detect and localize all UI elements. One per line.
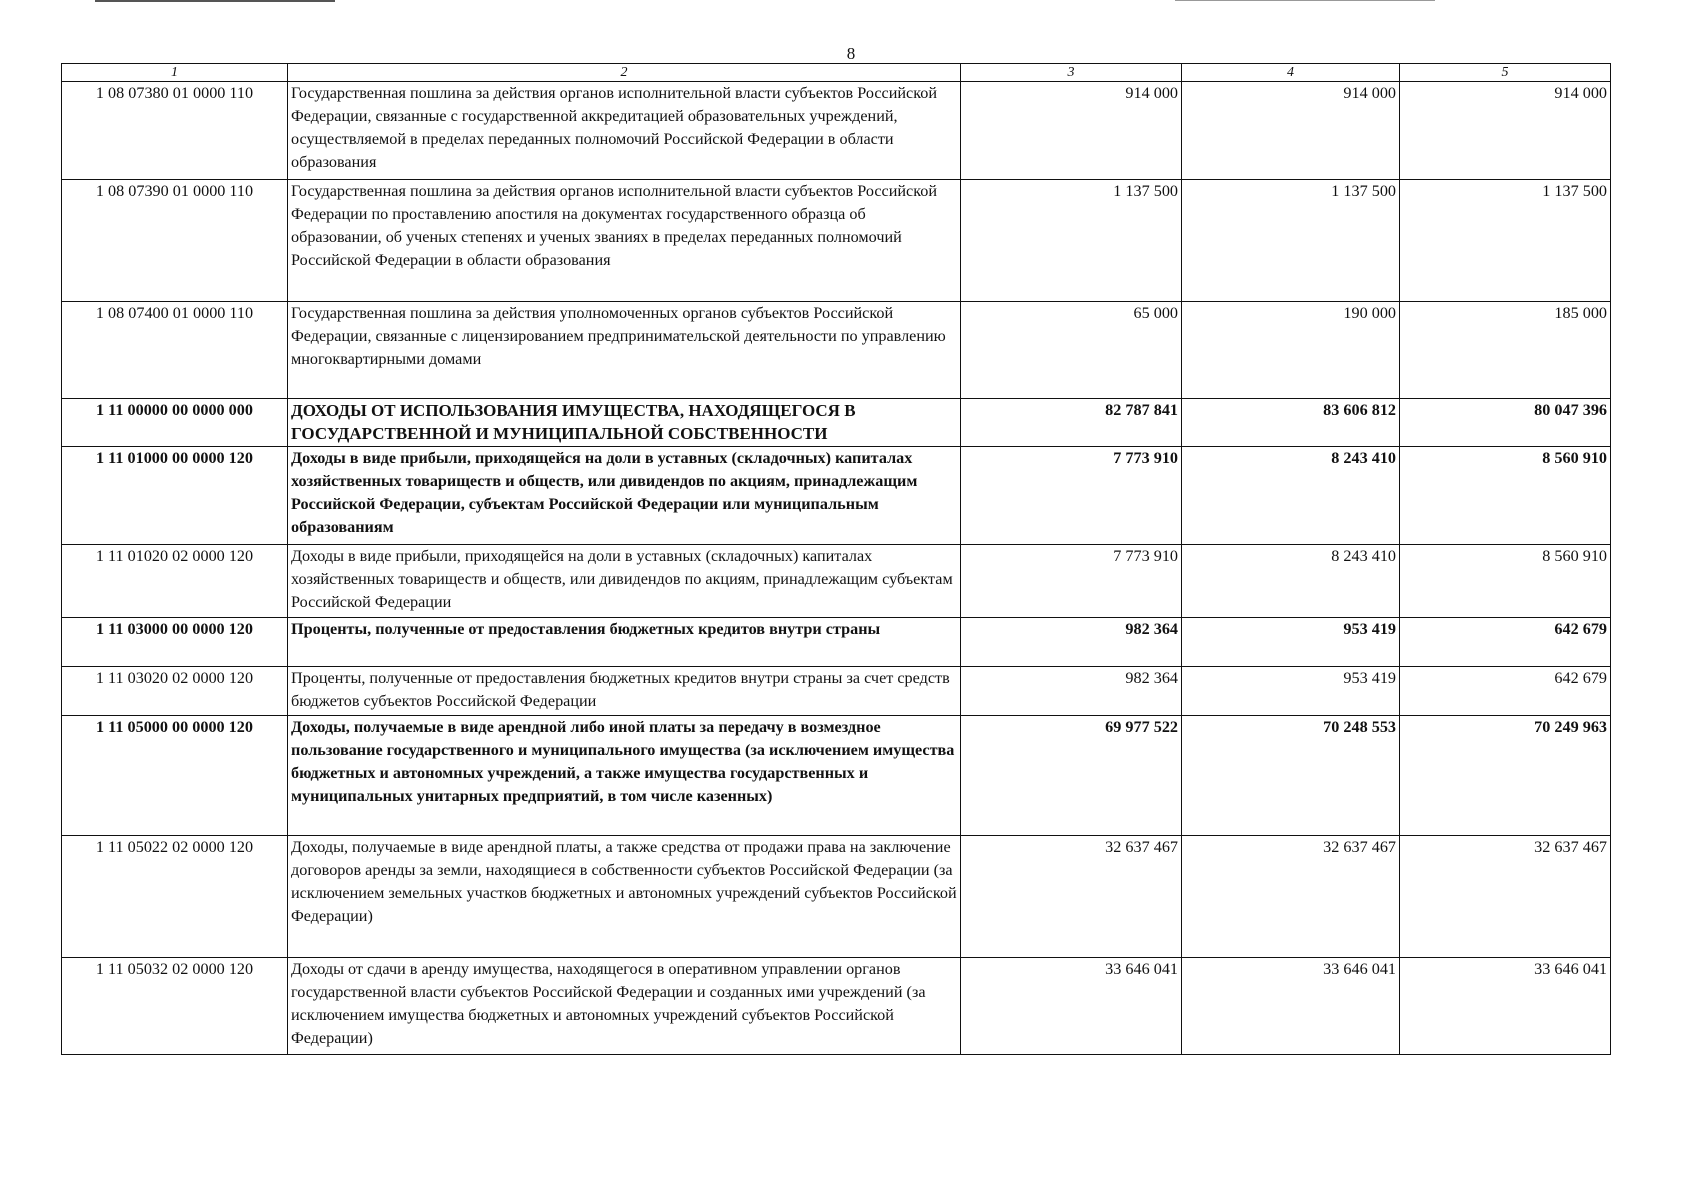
value-col-3: 7 773 910 xyxy=(961,447,1182,545)
scan-artifact-line xyxy=(95,0,335,2)
value-col-5: 914 000 xyxy=(1400,82,1611,180)
column-header: 5 xyxy=(1400,64,1611,82)
value-col-4: 953 419 xyxy=(1182,667,1400,716)
budget-code: 1 08 07380 01 0000 110 xyxy=(62,82,288,180)
table-header-row xyxy=(62,64,1611,82)
value-col-3: 82 787 841 xyxy=(961,399,1182,447)
table-row xyxy=(62,545,1611,618)
income-name: Проценты, полученные от предоставления бюджетных кредитов внутри страны за счет средств бюджетов субъектов Российской Федерации xyxy=(288,667,961,716)
column-header: 2 xyxy=(288,64,961,82)
value-col-5: 642 679 xyxy=(1400,667,1611,716)
table-row xyxy=(62,447,1611,545)
income-name: ДОХОДЫ ОТ ИСПОЛЬЗОВАНИЯ ИМУЩЕСТВА, НАХОДЯЩЕГОСЯ В ГОСУДАРСТВЕННОЙ И МУНИЦИПАЛЬНОЙ СОБСТВЕННОСТИ xyxy=(288,399,961,447)
budget-code: 1 11 05022 02 0000 120 xyxy=(62,836,288,958)
income-name: Государственная пошлина за действия органов исполнительной власти субъектов Российской Федерации, связанные с государственной аккредитацией образовательных учреждений, осуществляемой в пределах переданных полномочий Российской Федерации в области образования xyxy=(288,82,961,180)
table-row xyxy=(62,82,1611,180)
table-row xyxy=(62,399,1611,447)
budget-code: 1 08 07400 01 0000 110 xyxy=(62,302,288,399)
table-row xyxy=(62,836,1611,958)
value-col-3: 7 773 910 xyxy=(961,545,1182,618)
revenue-table xyxy=(61,63,1611,1055)
income-name: Доходы в виде прибыли, приходящейся на доли в уставных (складочных) капиталах хозяйственных товариществ и обществ, или дивидендов по акциям, принадлежащим субъектам Российской Федерации xyxy=(288,545,961,618)
income-name: Доходы от сдачи в аренду имущества, находящегося в оперативном управлении органов государственной власти субъектов Российской Федерации и созданных ими учреждений (за исключением имущества бюджетных и автономных учреждений субъектов Российской Федерации) xyxy=(288,958,961,1055)
value-col-5: 33 646 041 xyxy=(1400,958,1611,1055)
value-col-5: 642 679 xyxy=(1400,618,1611,667)
budget-code: 1 11 05000 00 0000 120 xyxy=(62,716,288,836)
income-name: Доходы в виде прибыли, приходящейся на доли в уставных (складочных) капиталах хозяйственных товариществ и обществ, или дивидендов по акциям, принадлежащим Российской Федерации, субъектам Российской Федерации или муниципальным образованиям xyxy=(288,447,961,545)
scan-artifact-line xyxy=(1175,0,1435,1)
income-name: Государственная пошлина за действия органов исполнительной власти субъектов Российской Федерации по проставлению апостиля на документах государственного образца об образовании, об ученых степенях и ученых званиях в пределах переданных полномочий Российской Федерации в области образования xyxy=(288,180,961,302)
value-col-3: 914 000 xyxy=(961,82,1182,180)
budget-code: 1 11 01000 00 0000 120 xyxy=(62,447,288,545)
value-col-3: 982 364 xyxy=(961,667,1182,716)
table-row xyxy=(62,716,1611,836)
column-header: 3 xyxy=(961,64,1182,82)
column-header: 1 xyxy=(62,64,288,82)
table-row xyxy=(62,667,1611,716)
value-col-4: 8 243 410 xyxy=(1182,545,1400,618)
value-col-5: 185 000 xyxy=(1400,302,1611,399)
column-header: 4 xyxy=(1182,64,1400,82)
value-col-5: 32 637 467 xyxy=(1400,836,1611,958)
table-row xyxy=(62,180,1611,302)
value-col-3: 69 977 522 xyxy=(961,716,1182,836)
value-col-3: 982 364 xyxy=(961,618,1182,667)
value-col-4: 83 606 812 xyxy=(1182,399,1400,447)
value-col-4: 953 419 xyxy=(1182,618,1400,667)
income-name: Государственная пошлина за действия уполномоченных органов субъектов Российской Федерации, связанные с лицензированием предпринимательской деятельности по управлению многоквартирными домами xyxy=(288,302,961,399)
value-col-3: 33 646 041 xyxy=(961,958,1182,1055)
value-col-5: 80 047 396 xyxy=(1400,399,1611,447)
budget-code: 1 11 03000 00 0000 120 xyxy=(62,618,288,667)
value-col-5: 8 560 910 xyxy=(1400,545,1611,618)
value-col-5: 1 137 500 xyxy=(1400,180,1611,302)
budget-code: 1 11 05032 02 0000 120 xyxy=(62,958,288,1055)
value-col-4: 1 137 500 xyxy=(1182,180,1400,302)
income-name: Доходы, получаемые в виде арендной платы, а также средства от продажи права на заключение договоров аренды за земли, находящиеся в собственности субъектов Российской Федерации (за исключением земельных участков бюджетных и автономных учреждений субъектов Российской Федерации) xyxy=(288,836,961,958)
budget-code: 1 11 03020 02 0000 120 xyxy=(62,667,288,716)
value-col-4: 8 243 410 xyxy=(1182,447,1400,545)
value-col-4: 70 248 553 xyxy=(1182,716,1400,836)
budget-code: 1 11 00000 00 0000 000 xyxy=(62,399,288,447)
value-col-4: 190 000 xyxy=(1182,302,1400,399)
value-col-5: 8 560 910 xyxy=(1400,447,1611,545)
income-name: Проценты, полученные от предоставления бюджетных кредитов внутри страны xyxy=(288,618,961,667)
income-name: Доходы, получаемые в виде арендной либо иной платы за передачу в возмездное пользование государственного и муниципального имущества (за исключением имущества бюджетных и автономных учреждений, а также имущества государственных и муниципальных унитарных предприятий, в том числе казенных) xyxy=(288,716,961,836)
value-col-3: 65 000 xyxy=(961,302,1182,399)
budget-code: 1 11 01020 02 0000 120 xyxy=(62,545,288,618)
budget-code: 1 08 07390 01 0000 110 xyxy=(62,180,288,302)
table-row xyxy=(62,958,1611,1055)
table-row xyxy=(62,618,1611,667)
value-col-5: 70 249 963 xyxy=(1400,716,1611,836)
value-col-4: 32 637 467 xyxy=(1182,836,1400,958)
value-col-3: 1 137 500 xyxy=(961,180,1182,302)
value-col-3: 32 637 467 xyxy=(961,836,1182,958)
value-col-4: 914 000 xyxy=(1182,82,1400,180)
table-row xyxy=(62,302,1611,399)
value-col-4: 33 646 041 xyxy=(1182,958,1400,1055)
page-number: 8 xyxy=(846,44,856,63)
